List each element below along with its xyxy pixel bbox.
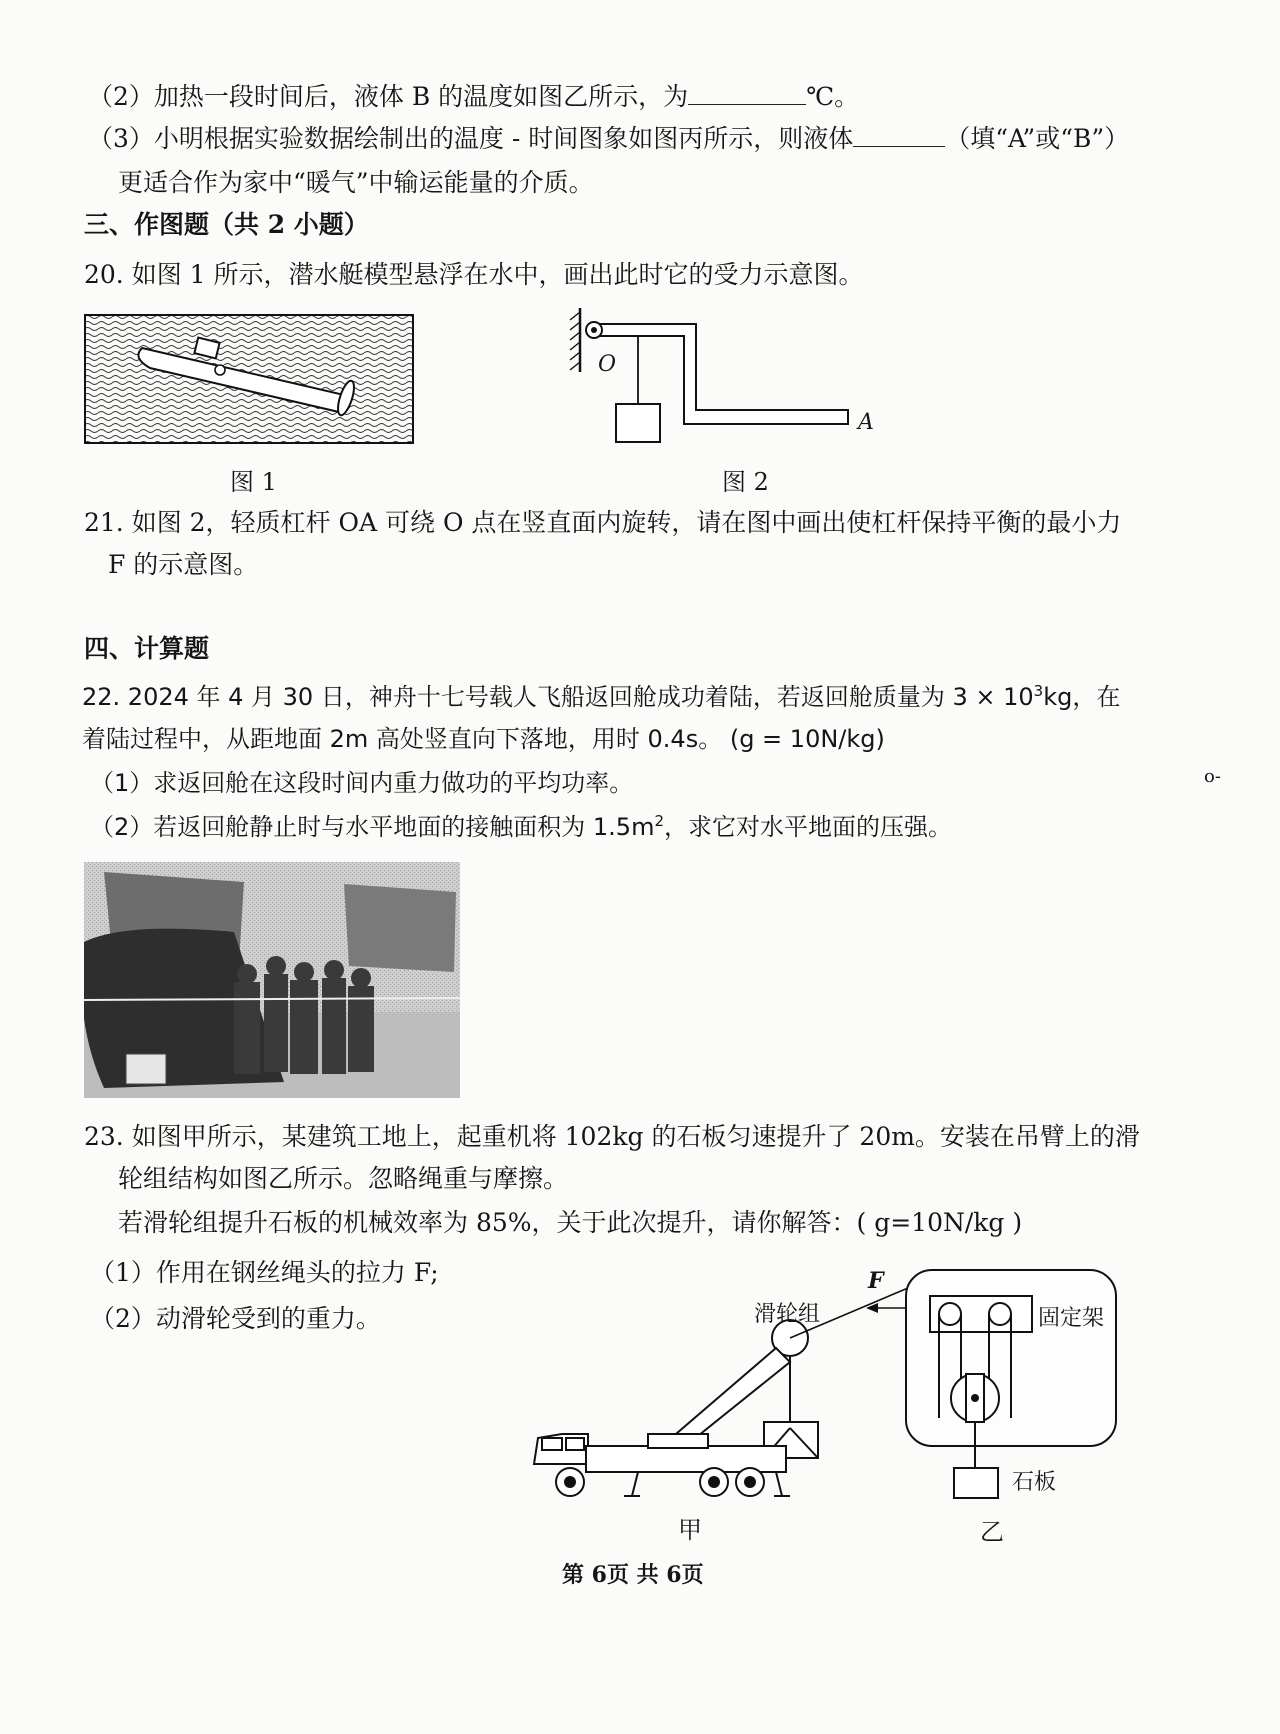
figure-2-caption: 图 2	[722, 468, 769, 496]
section-title: 四、计算题	[84, 634, 210, 663]
margin-mark: o-	[1204, 766, 1221, 787]
label-pulley-group: 滑轮组	[754, 1302, 821, 1327]
q19-part3: （3）小明根据实验数据绘制出的温度 - 时间图象如图丙所示，则液体 （填“A”或“B”）	[88, 124, 1130, 153]
q19-part3-line2: 更适合作为家中“暖气”中输运能量的介质。	[118, 168, 594, 197]
crew-group	[234, 956, 374, 1074]
section-title: 三、作图题（共 2 小题）	[84, 210, 369, 239]
answer-blank[interactable]	[853, 124, 945, 147]
answer-blank[interactable]	[688, 82, 806, 105]
label-fixed-frame: 固定架	[1038, 1306, 1105, 1331]
figure-yi-caption: 乙	[980, 1518, 1004, 1546]
figure-1-submarine	[84, 314, 414, 444]
connector-line	[790, 1268, 910, 1348]
question-20: 20. 如图 1 所示，潜水艇模型悬浮在水中，画出此时它的受力示意图。	[84, 260, 864, 289]
question-23-part1: （1）作用在钢丝绳头的拉力 F;	[90, 1258, 439, 1287]
question-22: 22. 2024 年 4 月 30 日，神舟十七号载人飞船返回舱成功着陆，若返回舱质量为 $3 \times 10^3kg$，在	[82, 682, 1121, 711]
page-number: 第 6页 共 6页	[562, 1562, 704, 1588]
figure-jia-caption: 甲	[678, 1516, 702, 1544]
flag-right	[344, 884, 456, 972]
question-23-line3: 若滑轮组提升石板的机械效率为 85%，关于此次提升，请你解答：( g=10N/kg )	[118, 1208, 1023, 1237]
slab-block	[954, 1468, 998, 1498]
question-22-line2: 着陆过程中，从距地面 2m 高处竖直向下落地，用时 0.4s。 (g = 10N/kg)	[82, 725, 885, 753]
question-21: 21. 如图 2，轻质杠杆 OA 可绕 O 点在竖直面内旋转，请在图中画出使杠杆保持平衡的最小力	[84, 508, 1122, 537]
question-23: 23. 如图甲所示，某建筑工地上，起重机将 102kg 的石板匀速提升了 20m。安装在吊臂上的滑	[84, 1122, 1140, 1151]
label-force-f: F	[868, 1268, 884, 1294]
question-21-line2: F 的示意图。	[108, 550, 259, 579]
fixed-pulley	[939, 1303, 961, 1325]
label-a: A	[858, 410, 874, 435]
q19-part2: （2）加热一段时间后，液体 B 的温度如图乙所示，为 ℃。	[88, 82, 860, 111]
label-slab: 石板	[1012, 1470, 1057, 1495]
question-22-part2: （2）若返回舱静止时与水平地面的接触面积为 $1.5m^2$，求它对水平地面的压强。	[90, 812, 952, 841]
fixed-pulley	[989, 1303, 1011, 1325]
capsule-landing-photo	[84, 862, 460, 1098]
label-o: O	[598, 352, 617, 377]
truck-body	[534, 1434, 786, 1472]
question-23-part2: （2）动滑轮受到的重力。	[90, 1304, 381, 1333]
figure-1-caption: 图 1	[230, 468, 277, 496]
question-22-part1: （1）求返回舱在这段时间内重力做功的平均功率。	[90, 769, 634, 797]
question-23-line2: 轮组结构如图乙所示。忽略绳重与摩擦。	[118, 1164, 569, 1193]
hanging-weight	[616, 404, 660, 442]
wall	[570, 308, 580, 372]
